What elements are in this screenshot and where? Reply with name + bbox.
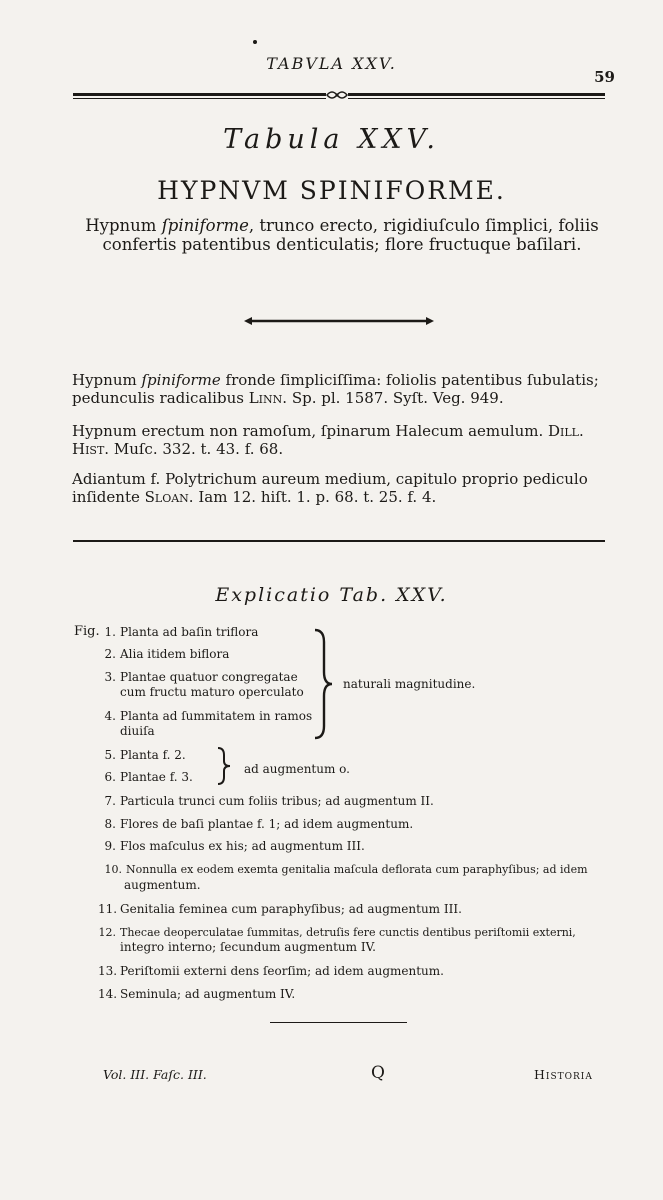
synonym-text: Hypnum (72, 371, 142, 389)
item-number: 3. (104, 670, 116, 684)
item-number: 8. (104, 817, 116, 831)
item-continuation: diuiſa (120, 724, 155, 738)
item-text: Planta ad baſin triflora (120, 625, 259, 639)
item-text: Plantae quatuor congregatae (120, 670, 298, 684)
brace-icon (312, 628, 334, 740)
explicatio-title: Explicatio Tab. XXV. (215, 584, 448, 606)
species-title: HYPNVM SPINIFORME. (157, 176, 506, 205)
item-number: 14. (98, 987, 118, 1001)
item-continuation: cum fructu maturo operculato (120, 685, 304, 699)
synonym-text: Adiantum f. Polytrichum aureum medium, capitulo proprio pediculo inſidente (72, 470, 588, 506)
tabula-title: Tabula XXV. (223, 124, 440, 155)
header-ornament-icon (326, 89, 348, 101)
group-note-augment: ad augmentum o. (244, 762, 350, 776)
synonym-author: Dill. Hiſt. (72, 422, 584, 458)
item-number: 4. (104, 709, 116, 723)
item-text: Nonnulla ex eodem exemta genitalia maſcula deflorata cum paraphyſibus; ad idem (126, 863, 588, 876)
item-text: Planta f. 2. (120, 748, 186, 762)
ink-dot (253, 40, 257, 44)
synonym-linnaeus (72, 371, 612, 407)
item-number: 1. (104, 625, 116, 639)
item-number: 10. (104, 863, 122, 876)
volume-label: Vol. III. Faſc. III. (103, 1067, 207, 1082)
item-text: Genitalia feminea cum paraphyſibus; ad augmentum III. (120, 902, 462, 916)
item-text: Flores de baſi plantae f. 1; ad idem augmentum. (120, 817, 414, 831)
synonym-text: Hypnum erectum non ramoſum, ſpinarum Halecum aemulum. (72, 422, 548, 440)
synonym-reference: Muſc. 332. t. 43. f. 68. (109, 440, 284, 458)
running-head: TABVLA XXV. (266, 54, 397, 73)
diagnosis-epithet: ſpiniforme (161, 216, 249, 235)
item-number: 6. (104, 770, 116, 784)
item-text: Particula trunci cum foliis tribus; ad augmentum II. (120, 794, 434, 808)
page-number: 59 (594, 68, 615, 86)
item-number: 12. (98, 926, 116, 939)
item-text: Seminula; ad augmentum IV. (120, 987, 296, 1001)
synonym-sloane (72, 470, 612, 506)
item-number: 5. (104, 748, 116, 762)
signature-mark: Q (371, 1063, 385, 1083)
divider-ornament-icon (244, 316, 434, 326)
diagnosis-post: , trunco erecto, rigidiuſculo ſimplici, foliis confertis patentibus denticulatis; flore fructuque baſilari. (102, 216, 599, 254)
group-note-natural: naturali magnitudine. (343, 677, 476, 691)
item-text: Plantae f. 3. (120, 770, 193, 784)
item-number: 11. (98, 902, 118, 916)
synonym-text: fronde ſimpliciſſima: foliolis patentibus ſubulatis; pedunculis radicalibus (72, 371, 599, 407)
synonym-reference: Iam 12. hiſt. 1. p. 68. t. 25. f. 4. (193, 488, 437, 506)
synonym-reference: Sp. pl. 1587. Syſt. Veg. 949. (287, 389, 504, 407)
item-text: Alia itidem biflora (120, 647, 230, 661)
item-text: Periſtomii externi dens ſeorſim; ad idem augmentum. (120, 964, 444, 978)
synonym-author: Linn. (248, 389, 288, 407)
diagnosis-pre: Hypnum (85, 216, 162, 235)
fig-label: Fig. (74, 624, 100, 639)
item-continuation: augmentum. (124, 878, 201, 892)
item-number: 13. (98, 964, 118, 978)
closing-rule (270, 1022, 407, 1023)
catchword: Historia (534, 1067, 593, 1082)
item-continuation: integro interno; ſecundum augmentum IV. (120, 940, 376, 954)
item-number: 9. (104, 839, 116, 853)
synonym-epithet: ſpiniforme (141, 371, 221, 389)
synonym-author: Sloan. (144, 488, 194, 506)
item-text: Planta ad ſummitatem in ramos (120, 709, 313, 723)
item-number: 7. (104, 794, 116, 808)
item-text: Thecae deoperculatae ſummitas, detruſis fere cunctis dentibus periſtomii externi, (120, 926, 576, 939)
section-rule (73, 540, 605, 542)
species-diagnosis (72, 216, 612, 254)
synonym-dillenius (72, 422, 612, 458)
item-number: 2. (104, 647, 116, 661)
brace-icon (216, 746, 232, 786)
item-text: Flos maſculus ex his; ad augmentum III. (120, 839, 365, 853)
